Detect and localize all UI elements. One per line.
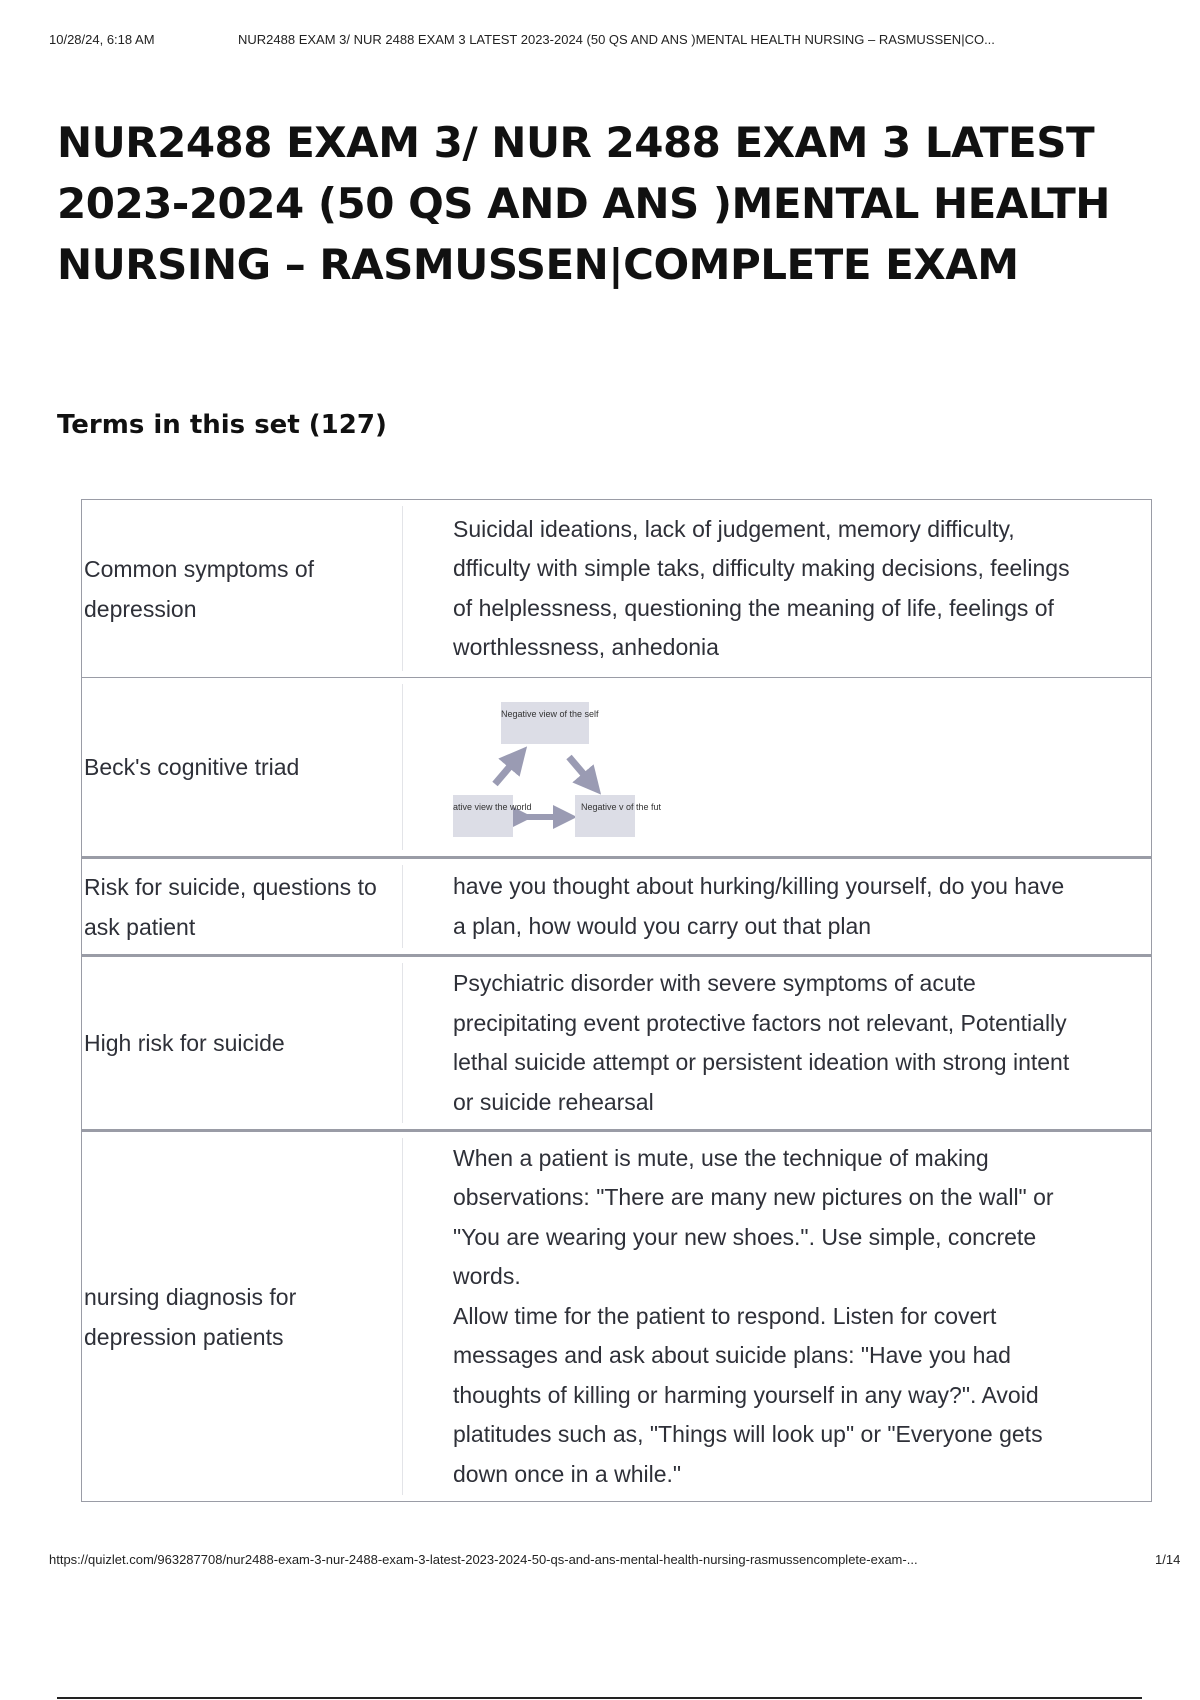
term-cell: nursing diagnosis for depression patients [84,1283,297,1350]
definition-cell: Psychiatric disorder with severe symptoms of acute precipitating event protective factors not relevant, Potentially lethal suicide attempt or persistent ideation with strong intent or suicide rehearsal [453,970,1070,1115]
page-number: 1/14 [1155,1552,1181,1567]
term-cell: Common symptoms of depression [84,555,315,622]
beck-triad-diagram [453,692,662,842]
divider [57,1697,1142,1699]
term-cell: Beck's cognitive triad [84,754,300,780]
page-title: NUR2488 EXAM 3/ NUR 2488 EXAM 3 LATEST 2023-2024 (50 QS AND ANS )MENTAL HEALTH NURSING – RASMUSSEN|COMPLETE EXAM [57,118,1110,289]
terms-table [81,499,1152,1502]
print-date: 10/28/24, 6:18 AM [49,32,155,47]
triad-box-future: Negative v of the fut [575,795,635,837]
table-row [82,500,1151,677]
term-cell: High risk for suicide [84,1030,285,1056]
print-footer-url: https://quizlet.com/963287708/nur2488-exam-3-nur-2488-exam-3-latest-2023-2024-50-qs-and-ans-mental-health-nursing-rasmussencomplete-exam-... [49,1552,918,1567]
print-header-title: NUR2488 EXAM 3/ NUR 2488 EXAM 3 LATEST 2023-2024 (50 QS AND ANS )MENTAL HEALTH NURSING – RASMUSSEN|CO... [238,32,995,47]
term-cell: Risk for suicide, questions to ask patient [84,873,377,940]
arrow-up-left [495,757,518,784]
table-row [82,856,1151,954]
terms-heading: Terms in this set (127) [57,410,387,440]
table-row [82,677,1151,856]
definition-cell: Suicidal ideations, lack of judgement, memory difficulty, dfficulty with simple taks, difficulty making decisions, feelings of helplessness, questioning the meaning of life, feelings of worthlessness, anhedonia [453,515,1070,660]
definition-cell: have you thought about hurking/killing yourself, do you have a plan, how would you carry out that plan [453,873,1065,939]
triad-box-world: ative view the world [453,795,513,837]
table-row [82,1129,1151,1501]
triad-box-self: Negative view of the self [501,702,589,744]
arrow-down-right [569,757,592,784]
definition-cell: When a patient is mute, use the technique of making observations: "There are many new pictures on the wall" or "You are wearing your new shoes.". Use simple, concrete words. Allow time for the patient to respond. Listen for covert messages and ask about suicide plans: "Have you had thoughts of killing or harming yourself in any way?". Avoid platitudes such as, "Things will look up" or "Everyone gets down once in a while." [453,1144,1054,1487]
table-row [82,954,1151,1129]
definition-cell [403,678,1151,856]
